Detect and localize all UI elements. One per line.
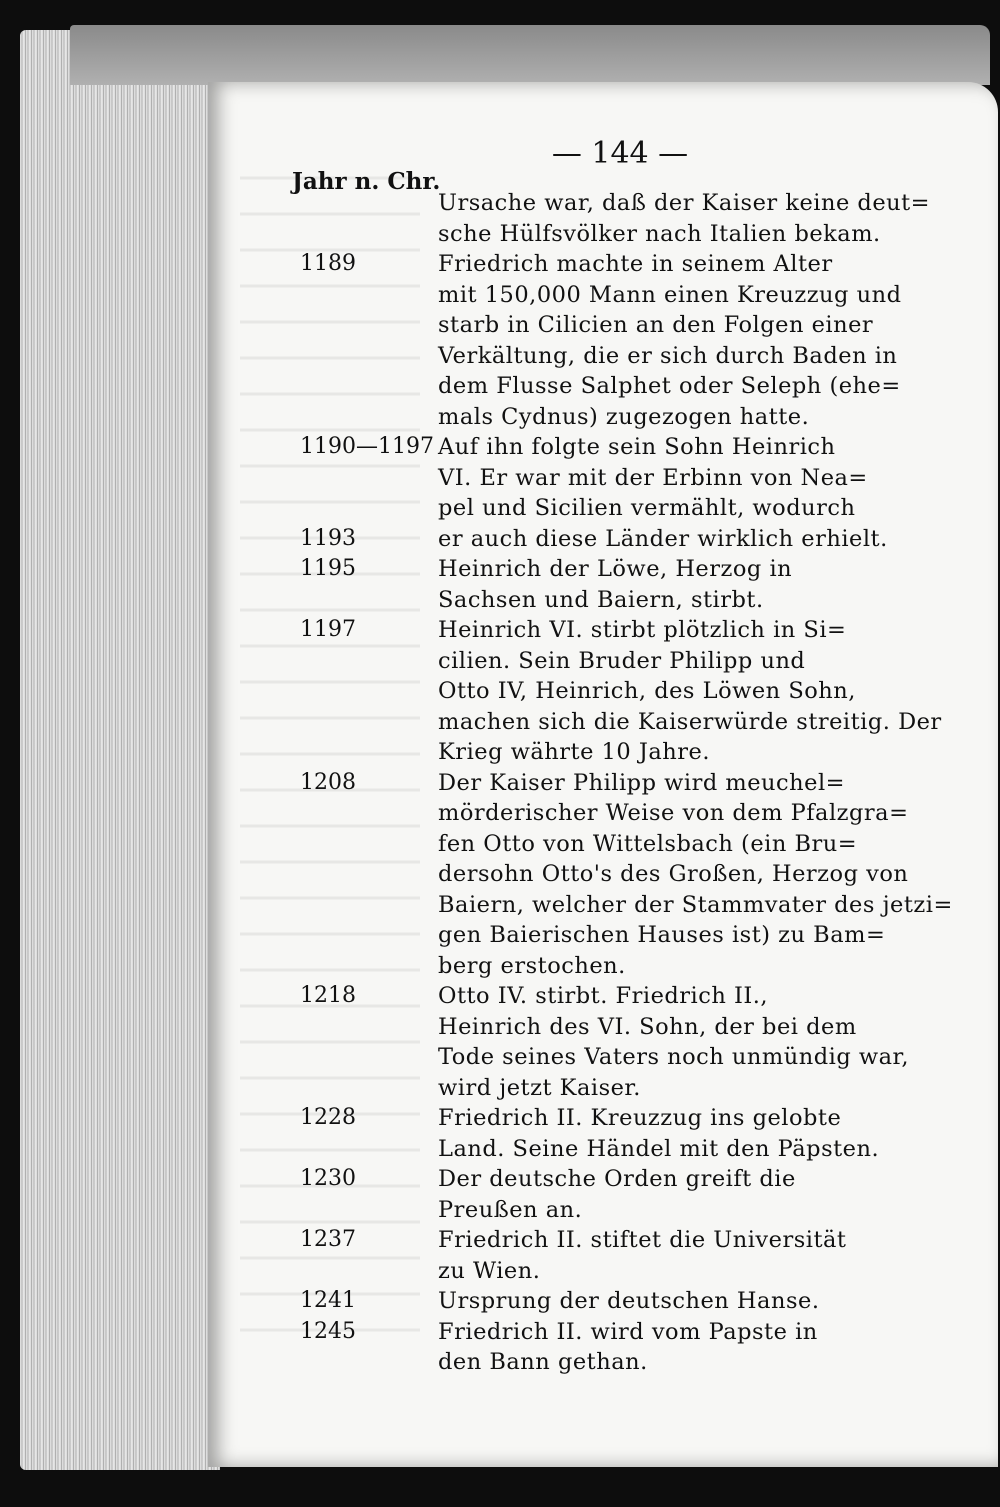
text-line [300, 891, 953, 922]
line-text: Der deutsche Orden greift die [438, 1166, 796, 1192]
line-text: mals Cydnus) zugezogen hatte. [438, 403, 810, 430]
text-line [300, 373, 950, 403]
line-text: Heinrich VI. stirbt plötzlich in Si= [438, 617, 847, 643]
line-text: Friedrich II. Kreuzzug ins gelobte [438, 1105, 842, 1131]
text-line [300, 1197, 950, 1227]
line-text: Heinrich des VI. Sohn, der bei dem [438, 1013, 857, 1040]
line-text: Otto IV. stirbt. Friedrich II., [438, 983, 769, 1009]
text-line [300, 922, 950, 952]
text-line [300, 404, 950, 434]
text-line [300, 1166, 950, 1196]
text-line [300, 617, 950, 647]
year-label: 1230 [300, 1166, 356, 1191]
line-text: pel und Sicilien vermählt, wodurch [438, 495, 856, 521]
line-text: Ursprung der deutschen Hanse. [438, 1288, 820, 1314]
page-stack-edge [20, 30, 220, 1470]
line-text: Tode seines Vaters noch unmündig war, [438, 1044, 909, 1070]
text-line [300, 1349, 950, 1379]
text-line [300, 831, 950, 861]
line-text: gen Baierischen Hauses ist) zu Bam= [438, 922, 886, 948]
text-line [300, 343, 950, 373]
year-label: 1218 [300, 983, 356, 1008]
text-line [300, 282, 950, 312]
text-line [300, 739, 950, 769]
line-text: VI. Er war mit der Erbinn von Nea= [438, 464, 868, 491]
line-text: Auf ihn folgte sein Sohn Heinrich [438, 434, 836, 460]
line-text: Friedrich II. stiftet die Universität [438, 1227, 847, 1253]
text-line [300, 678, 950, 708]
text-line [300, 861, 950, 891]
text-line [300, 1288, 950, 1318]
year-label: 1245 [300, 1318, 356, 1344]
line-text: sche Hülfsvölker nach Italien bekam. [438, 220, 881, 247]
text-line [300, 1319, 950, 1349]
text-line [300, 1136, 950, 1166]
year-label: 1228 [300, 1105, 356, 1130]
text-line [300, 312, 950, 342]
line-text: Otto IV, Heinrich, des Löwen Sohn, [438, 678, 856, 704]
book-top-cover [70, 25, 990, 85]
text-line [300, 1014, 950, 1044]
line-text: fen Otto von Wittelsbach (ein Bru= [438, 830, 858, 857]
text-line [300, 465, 950, 495]
text-line [300, 1044, 950, 1074]
line-text: wird jetzt Kaiser. [438, 1074, 641, 1101]
line-text: dersohn Otto's des Großen, Herzog von [438, 861, 909, 887]
text-line [300, 251, 950, 281]
line-text: berg erstochen. [438, 952, 626, 979]
line-text: machen sich die Kaiserwürde streitig. Der [438, 708, 942, 735]
year-label: 1237 [300, 1227, 356, 1252]
line-text: Preußen an. [438, 1196, 583, 1223]
text-line [300, 983, 950, 1013]
line-text: Verkältung, die er sich durch Baden in [438, 342, 898, 369]
text-line [300, 770, 950, 800]
line-text: zu Wien. [438, 1257, 541, 1284]
text-line [300, 648, 950, 678]
text-line [300, 556, 950, 586]
text-line [300, 587, 950, 617]
text-line [300, 709, 950, 739]
text-line [300, 526, 950, 556]
text-line [300, 1258, 950, 1288]
line-text: Krieg währte 10 Jahre. [438, 739, 710, 765]
line-text: Baiern, welcher der Stammvater des jetzi= [438, 891, 953, 918]
year-label: 1189 [300, 251, 356, 276]
text-line [300, 1227, 950, 1257]
line-text: Friedrich II. wird vom Papste in [438, 1318, 818, 1345]
column-header-year: Jahr n. Chr. [292, 168, 441, 195]
line-text: Der Kaiser Philipp wird meuchel= [438, 769, 845, 796]
line-text: Sachsen und Baiern, stirbt. [438, 586, 764, 613]
text-line [300, 221, 950, 251]
year-label: 1193 [300, 525, 356, 551]
line-text: dem Flusse Salphet oder Seleph (ehe= [438, 373, 901, 399]
year-label: 1195 [300, 556, 356, 581]
text-line [300, 1075, 950, 1105]
year-label: 1190—1197 [300, 434, 434, 459]
text-line [300, 190, 950, 220]
year-label: 1197 [300, 617, 356, 642]
line-text: Ursache war, daß der Kaiser keine deut= [438, 190, 931, 216]
text-line [300, 1105, 950, 1135]
line-text: Friedrich machte in seinem Alter [438, 251, 833, 277]
line-text: Land. Seine Händel mit den Päpsten. [438, 1135, 880, 1162]
page-number: — 144 — [551, 136, 689, 171]
year-label: 1208 [300, 769, 356, 795]
line-text: Heinrich der Löwe, Herzog in [438, 556, 793, 582]
text-line [300, 495, 950, 525]
line-text: er auch diese Länder wirklich erhielt. [438, 525, 888, 552]
text-line [300, 434, 950, 464]
text-line [300, 800, 950, 830]
line-text: cilien. Sein Bruder Philipp und [438, 647, 806, 674]
line-text: starb in Cilicien an den Folgen einer [438, 312, 874, 338]
year-label: 1241 [300, 1288, 356, 1313]
text-line [300, 953, 950, 983]
line-text: mörderischer Weise von dem Pfalzgra= [438, 800, 909, 826]
line-text: mit 150,000 Mann einen Kreuzzug und [438, 281, 902, 308]
line-text: den Bann gethan. [438, 1349, 648, 1375]
